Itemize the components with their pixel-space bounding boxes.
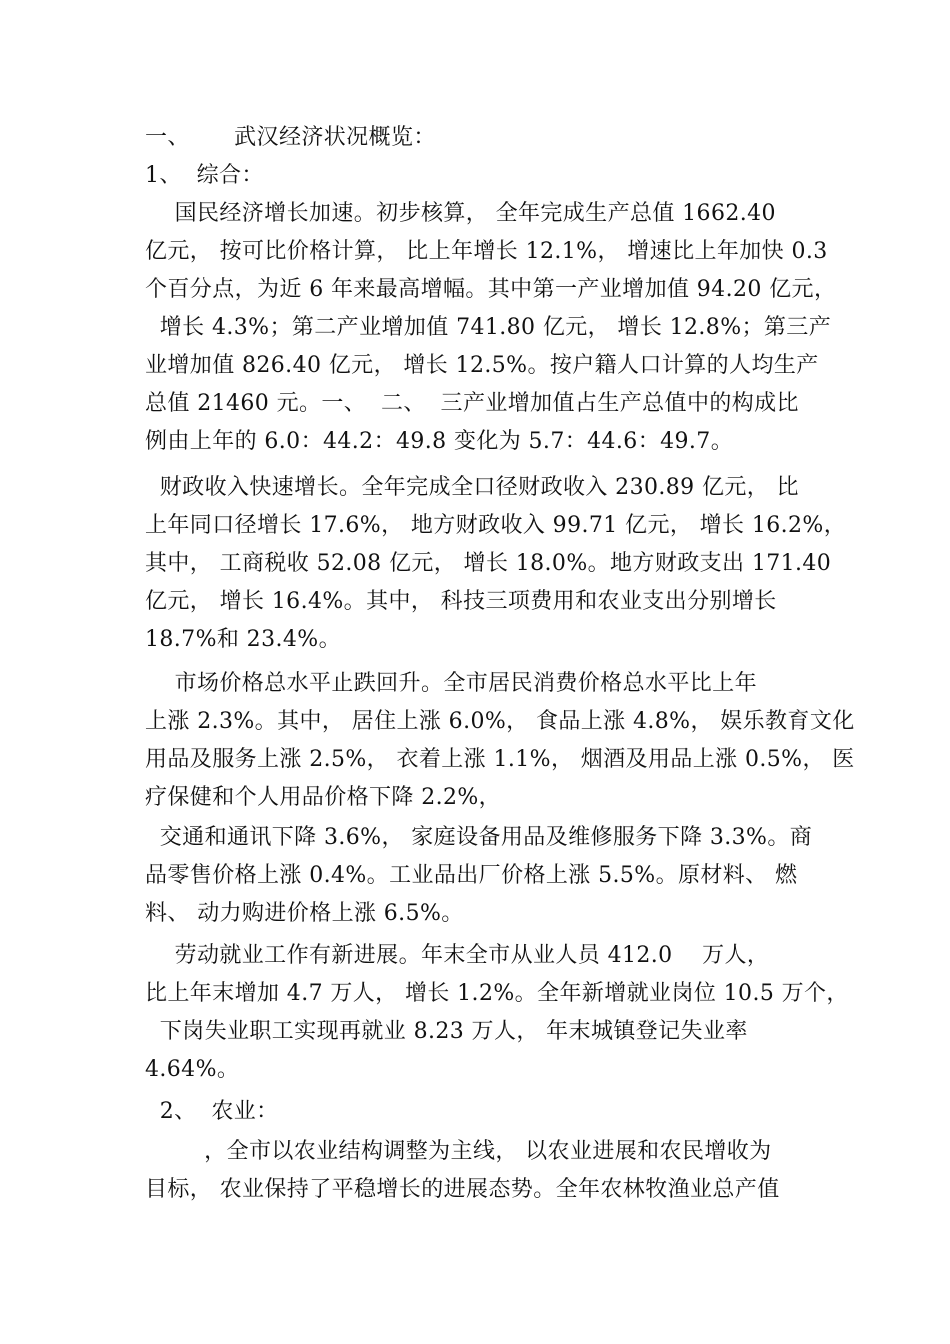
- paragraph-line: 品零售价格上涨 0.4%。工业品出厂价格上涨 5.5%。原材料、 燃: [145, 863, 798, 888]
- paragraph-line: 例由上年的 6.0：44.2：49.8 变化为 5.7：44.6：49.7。: [145, 429, 734, 454]
- paragraph-line: 亿元， 增长 16.4%。其中， 科技三项费用和农业支出分别增长: [145, 589, 777, 614]
- paragraph-line: 下岗失业职工实现再就业 8.23 万人， 年末城镇登记失业率: [145, 1019, 748, 1044]
- paragraph-line: 市场价格总水平止跌回升。全市居民消费价格总水平比上年: [145, 671, 757, 696]
- paragraph-line: 疗保健和个人用品价格下降 2.2%，: [145, 785, 502, 810]
- paragraph-line: 亿元， 按可比价格计算， 比上年增长 12.1%， 增速比上年加快 0.3: [145, 239, 828, 264]
- paragraph-line: 国民经济增长加速。初步核算， 全年完成生产总值 1662.40: [145, 201, 776, 226]
- paragraph-line: 比上年末增加 4.7 万人， 增长 1.2%。全年新增就业岗位 10.5 万个，: [145, 981, 849, 1006]
- paragraph-line: 总值 21460 元。一、 二、 三产业增加值占生产总值中的构成比: [145, 391, 799, 416]
- paragraph-line: 交通和通讯下降 3.6%， 家庭设备用品及维修服务下降 3.3%。商: [145, 825, 813, 850]
- paragraph-line: 4.64%。: [145, 1057, 240, 1082]
- paragraph-line: 目标， 农业保持了平稳增长的进展态势。全年农林牧渔业总产值: [145, 1177, 780, 1202]
- paragraph-line: 料、 动力购进价格上涨 6.5%。: [145, 901, 464, 926]
- subsection-heading: 2、 农业：: [145, 1099, 279, 1124]
- subsection-heading: 1、 综合：: [145, 163, 264, 188]
- paragraph-line: 其中， 工商税收 52.08 亿元， 增长 18.0%。地方财政支出 171.40: [145, 551, 832, 576]
- section-heading: 一、 武汉经济状况概览：: [145, 125, 436, 150]
- paragraph-line: 增长 4.3%；第二产业增加值 741.80 亿元， 增长 12.8%；第三产: [145, 315, 832, 340]
- paragraph-line: 上年同口径增长 17.6%， 地方财政收入 99.71 亿元， 增长 16.2%，: [145, 513, 847, 538]
- paragraph-line: 劳动就业工作有新进展。年末全市从业人员 412.0 万人，: [145, 943, 770, 968]
- paragraph-line: ，全市以农业结构调整为主线， 以农业进展和农民增收为: [145, 1139, 772, 1164]
- paragraph-line: 用品及服务上涨 2.5%， 衣着上涨 1.1%， 烟酒及用品上涨 0.5%， 医: [145, 747, 855, 772]
- paragraph-line: 上涨 2.3%。其中， 居住上涨 6.0%， 食品上涨 4.8%， 娱乐教育文化: [145, 709, 855, 734]
- paragraph-line: 个百分点，为近 6 年来最高增幅。其中第一产业增加值 94.20 亿元，: [145, 277, 837, 302]
- paragraph-line: 财政收入快速增长。全年完成全口径财政收入 230.89 亿元， 比: [145, 475, 799, 500]
- paragraph-line: 业增加值 826.40 亿元， 增长 12.5%。按户籍人口计算的人均生产: [145, 353, 819, 378]
- paragraph-line: 18.7%和 23.4%。: [145, 627, 341, 652]
